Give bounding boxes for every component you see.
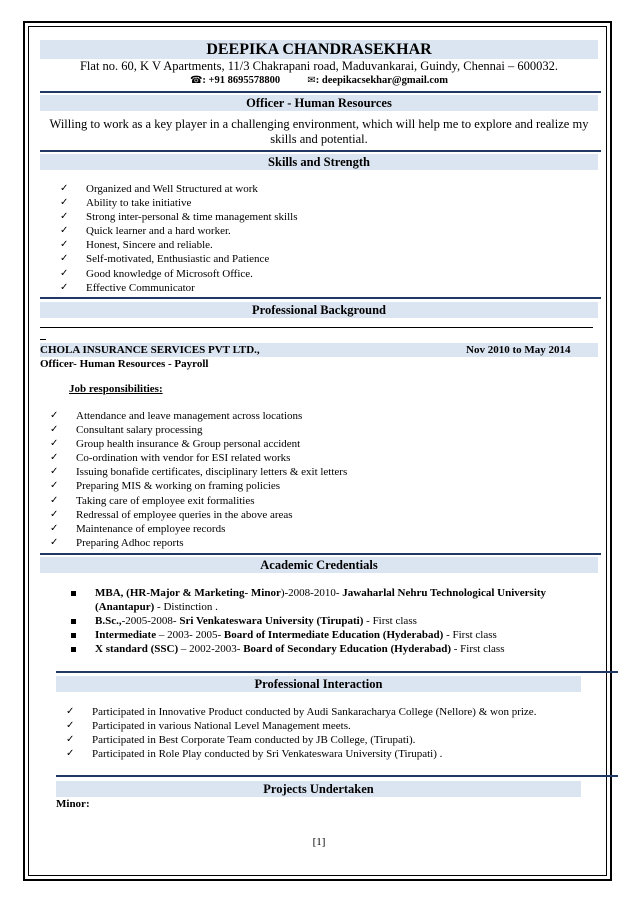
objective-text: Willing to work as a key player in a challenging environment, which will help me to explore and realize my skills and potential. [49, 117, 589, 146]
background-divider [40, 327, 593, 328]
interaction-list [66, 705, 536, 761]
skill-item: ✓ Honest, Sincere and reliable. [60, 239, 213, 252]
interaction-item: ✓ Participated in Innovative Product conducted by Audi Sankaracharya College (Nellore) & won prize. [66, 706, 537, 718]
interaction-heading: Professional Interaction [254, 677, 383, 691]
check-icon: ✓ [50, 466, 59, 478]
background-rule [40, 553, 601, 555]
responsibility-item: ✓ Attendance and leave management across locations [50, 410, 303, 422]
skill-item: ✓ Good knowledge of Microsoft Office. [60, 267, 253, 280]
check-icon: ✓ [66, 734, 75, 746]
email-address: : deepikacsekhar@gmail.com [315, 75, 449, 86]
responsibility-item: ✓ Redressal of employee queries in the above areas [50, 508, 293, 521]
company-name: CHOLA INSURANCE SERVICES PVT LTD., [40, 344, 260, 356]
academics-heading: Academic Credentials [260, 558, 378, 572]
minor-label: Minor: [56, 798, 90, 810]
check-icon: ✓ [60, 197, 69, 209]
phone-number: : +91 8695578800 [202, 75, 281, 86]
employment-period: Nov 2010 to May 2014 [466, 344, 571, 356]
skill-item: ✓ Strong inter-personal & time management skills [60, 211, 298, 224]
check-icon: ✓ [50, 508, 59, 520]
academics-list [63, 586, 546, 656]
skills-list [60, 182, 298, 295]
header-rule [40, 91, 601, 93]
check-icon: ✓ [50, 424, 59, 436]
check-icon: ✓ [50, 522, 59, 534]
interaction-item: ✓ Participated in various National Level Management meets. [66, 720, 351, 733]
responsibility-item: ✓ Consultant salary processing [50, 424, 203, 437]
phone-icon: ☎ [189, 75, 203, 86]
candidate-name: DEEPIKA CHANDRASEKHAR [206, 41, 432, 58]
responsibility-item: ✓ Maintenance of employee records [50, 522, 226, 535]
check-icon: ✓ [50, 438, 59, 450]
address-line: Flat no. 60, K V Apartments, 11/3 Chakrapani road, Maduvankarai, Guindy, Chennai – 600032. [79, 59, 559, 73]
responsibilities-heading: Job responsibilities: [69, 383, 163, 395]
background-heading: Professional Background [252, 303, 386, 317]
check-icon: ✓ [60, 267, 69, 279]
skill-item: ✓ Ability to take initiative [60, 197, 192, 210]
academic-item: B.Sc.,-2005-2008- Sri Venkateswara University (Tirupati) - First class [63, 614, 546, 628]
academics-rule [56, 671, 618, 673]
check-icon: ✓ [66, 720, 75, 732]
square-bullet-icon [71, 619, 76, 624]
skill-item: ✓ Quick learner and a hard worker. [60, 225, 231, 238]
check-icon: ✓ [60, 253, 69, 265]
check-icon: ✓ [50, 452, 59, 464]
responsibilities-list [50, 409, 347, 550]
check-icon: ✓ [50, 494, 59, 506]
skill-item: ✓ Self-motivated, Enthusiastic and Patience [60, 253, 270, 266]
skills-rule [40, 297, 601, 299]
email-icon: ✉ [307, 75, 316, 86]
projects-heading: Projects Undertaken [263, 782, 374, 796]
check-icon: ✓ [60, 239, 69, 251]
responsibility-item: ✓ Co-ordination with vendor for ESI related works [50, 452, 291, 465]
check-icon: ✓ [60, 211, 69, 223]
check-icon: ✓ [60, 183, 69, 194]
academic-item: Intermediate – 2003- 2005- Board of Intermediate Education (Hyderabad) - First class [63, 628, 546, 642]
square-bullet-icon [71, 591, 76, 596]
skills-heading: Skills and Strength [268, 155, 370, 169]
check-icon: ✓ [66, 748, 75, 760]
interaction-item: ✓ Participated in Role Play conducted by Sri Venkateswara University (Tirupati) . [66, 748, 443, 761]
role-heading: Officer - Human Resources [246, 96, 392, 110]
square-bullet-icon [71, 647, 76, 652]
page-number: [1] [312, 836, 326, 848]
responsibility-item: ✓ Preparing Adhoc reports [50, 536, 184, 549]
skill-item: ✓ Organized and Well Structured at work [60, 183, 258, 195]
check-icon: ✓ [50, 536, 59, 548]
check-icon: ✓ [66, 706, 75, 717]
interaction-item: ✓ Participated in Best Corporate Team conducted by JB College, (Tirupati). [66, 734, 416, 747]
contact-line [40, 74, 598, 88]
designation: Officer- Human Resources - Payroll [40, 358, 209, 370]
objective-rule [40, 150, 601, 152]
responsibility-item: ✓ Preparing MIS & working on framing policies [50, 480, 281, 493]
responsibility-item: ✓ Issuing bonafide certificates, disciplinary letters & exit letters [50, 466, 348, 479]
skill-item: ✓ Effective Communicator [60, 281, 195, 294]
academic-item: MBA, (HR-Major & Marketing- Minor)-2008-2010- Jawaharlal Nehru Technological University (Anantapur) - Distinction . [63, 586, 546, 614]
square-bullet-icon [71, 633, 76, 638]
check-icon: ✓ [50, 410, 59, 421]
responsibility-item: ✓ Taking care of employee exit formalities [50, 494, 255, 507]
interaction-rule [56, 775, 618, 777]
check-icon: ✓ [60, 225, 69, 237]
check-icon: ✓ [60, 281, 69, 293]
academic-item: X standard (SSC) – 2002-2003- Board of Secondary Education (Hyderabad) - First class [63, 642, 546, 656]
divider-stub [40, 339, 46, 340]
check-icon: ✓ [50, 480, 59, 492]
responsibility-item: ✓ Group health insurance & Group personal accident [50, 438, 301, 451]
